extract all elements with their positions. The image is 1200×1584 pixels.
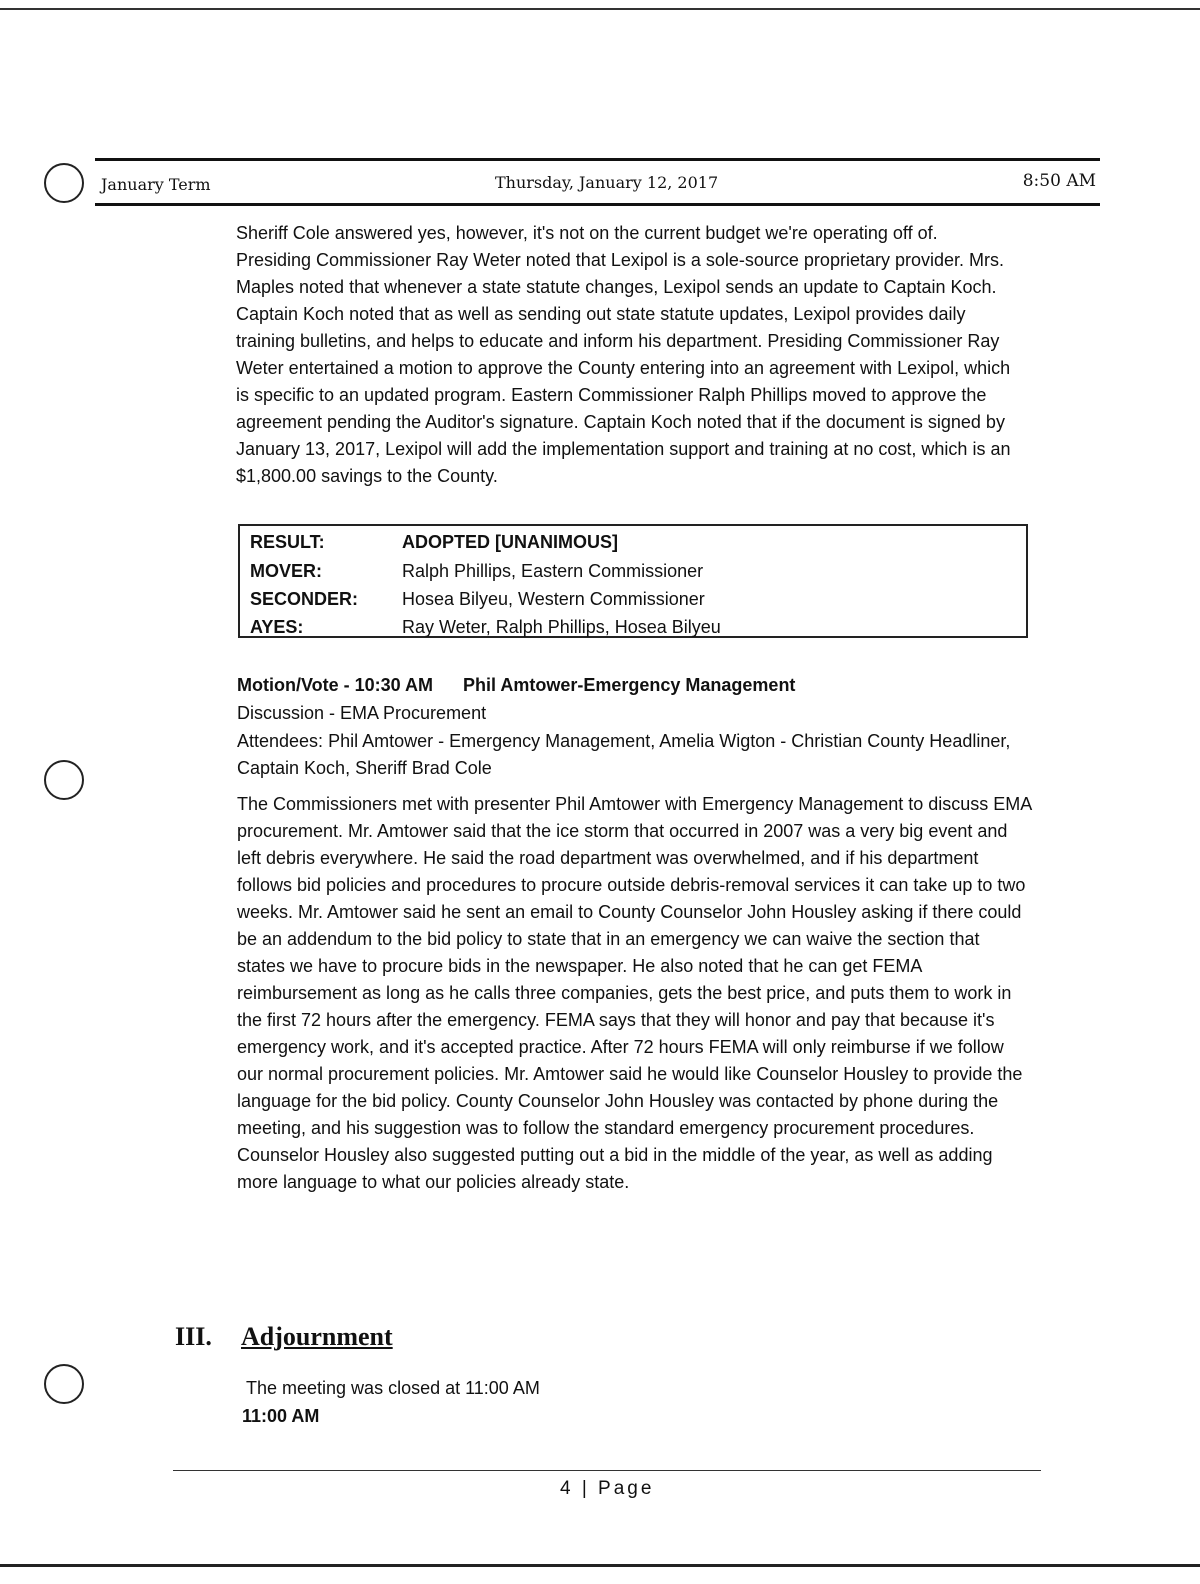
motion-presenter: Phil Amtower-Emergency Management [463,675,796,695]
result-value: ADOPTED [UNANIMOUS] [402,532,618,552]
header-time: 8:50 AM [1022,171,1096,191]
result-box [238,524,1028,638]
header-term: January Term [101,175,211,194]
header-date: Thursday, January 12, 2017 [495,173,719,192]
binder-hole-icon [44,163,84,203]
attendees-line: Attendees: Phil Amtower - Emergency Management, Amelia Wigton - Christian County Headliner, Captain Koch, Sheriff Brad Cole [237,731,1011,778]
footer-line [173,1470,1041,1471]
binder-hole-icon [44,760,84,800]
seconder-label: SECONDER: [250,589,359,609]
page-number: 4 | Page [560,1478,655,1499]
closing-time: 11:00 AM [242,1406,320,1426]
ayes-label: AYES: [250,617,304,637]
mover-value: Ralph Phillips, Eastern Commissioner [402,561,704,581]
mover-label: MOVER: [250,561,322,581]
motion-heading [237,675,795,696]
result-label: RESULT: [250,532,325,552]
bottom-border-line [0,1564,1200,1567]
discussion-line: Discussion - EMA Procurement [237,703,487,723]
section-title: Adjournment [241,1322,393,1351]
top-border-line [0,8,1200,10]
motion-label: Motion/Vote - 10:30 AM [237,675,434,695]
page-header [95,158,1100,206]
seconder-value: Hosea Bilyeu, Western Commissioner [402,589,705,609]
binder-hole-icon [44,1364,84,1404]
section-number: III. [175,1322,212,1351]
paragraph-lexipol: Sheriff Cole answered yes, however, it's not on the current budget we're operating off of. Presiding Commissioner Ray Weter noted that Lexipol is a sole-source proprietary provider. Mrs. Maples noted that whenever a state statute changes, Lexipol sends an update to Captain Koch. Captain Koch noted that as well as sending out state statute updates, Lexipol provides daily training bulletins, and helps to educate and inform his department. Presiding Commissioner Ray Weter entertained a motion to approve the County entering into an agreement with Lexipol, which is specific to an updated program. Eastern Commissioner Ralph Phillips moved to approve the agreement pending the Auditor's signature. Captain Koch noted that if the document is signed by January 13, 2017, Lexipol will add the implementation support and training at no cost, which is an $1,800.00 savings to the County. [236,223,1011,486]
ayes-value: Ray Weter, Ralph Phillips, Hosea Bilyeu [402,617,721,637]
closing-text: The meeting was closed at 11:00 AM [246,1378,540,1398]
paragraph-ema: The Commissioners met with presenter Phil Amtower with Emergency Management to discuss EMA procurement. Mr. Amtower said that the ice storm that occurred in 2007 was a very big event and left debris everywhere. He said the road department was overwhelmed, and if his department follows bid policies and procedures to procure outside debris-removal services it can take up to two weeks. Mr. Amtower said he sent an email to County Counselor John Housley asking if there could be an addendum to the bid policy to state that in an emergency we can waive the section that states we have to procure bids in the newspaper. He also noted that he can get FEMA reimbursement as long as he calls three companies, gets the best price, and puts them to work in the first 72 hours after the emergency. FEMA says that they will honor and pay that because it's emergency work, and it's accepted practice. After 72 hours FEMA will only reimburse if we follow our normal procurement policies. Mr. Amtower said he would like Counselor Housley to provide the language for the bid policy. County Counselor John Housley was contacted by phone during the meeting, and his suggestion was to follow the standard emergency procurement procedures. Counselor Housley also suggested putting out a bid in the middle of the year, as well as adding more language to what our policies already state. [237,794,1032,1192]
